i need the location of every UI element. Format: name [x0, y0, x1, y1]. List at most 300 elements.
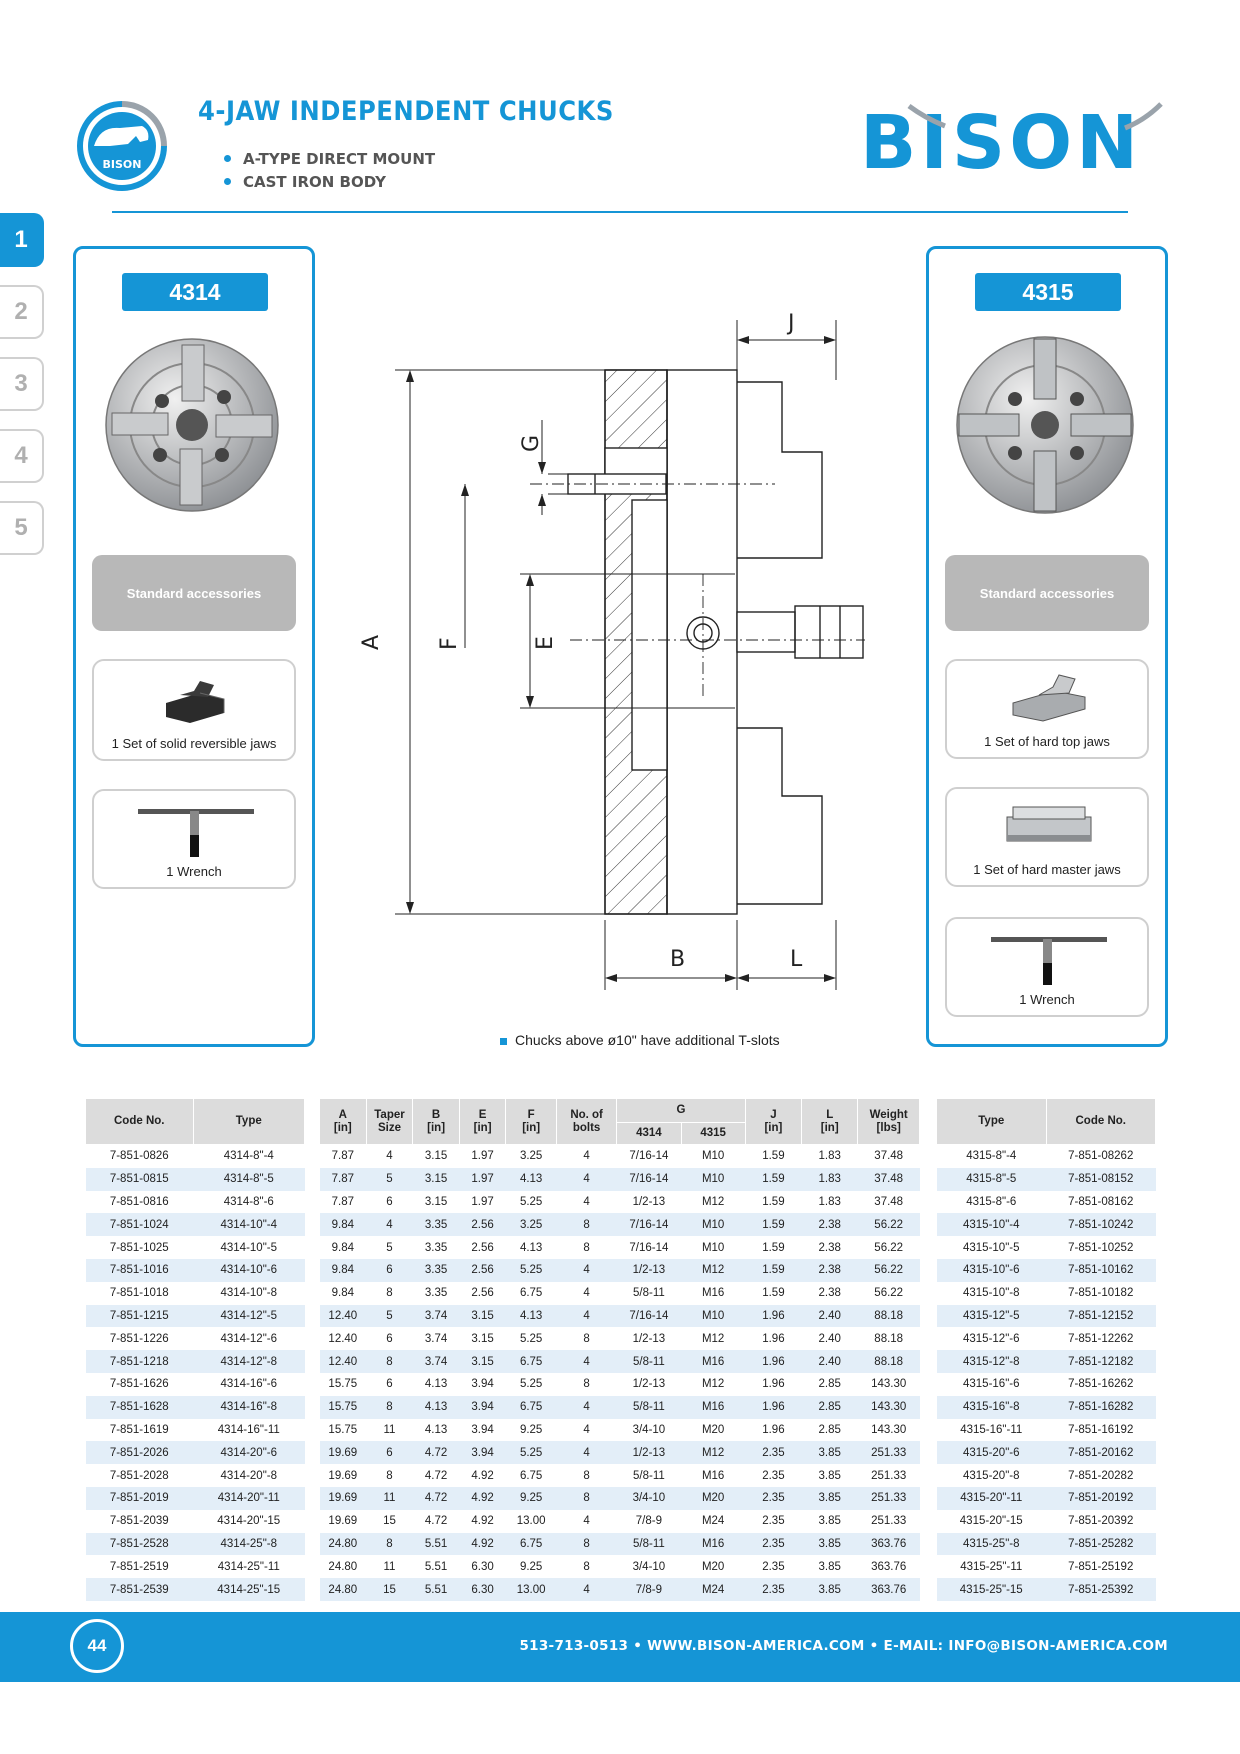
table-cell: 1/2-13: [632, 1332, 666, 1345]
table-cell: 5.51: [413, 1578, 460, 1601]
table-row: [320, 1555, 920, 1578]
table-cell: 3.35: [424, 1241, 448, 1254]
table-cell: 4314-20"-11: [193, 1487, 305, 1510]
table-cell: 37.48: [874, 1195, 904, 1208]
bison-logo: [70, 100, 174, 190]
table-cell: 3.85: [802, 1487, 858, 1510]
table-cell: 8: [583, 1332, 590, 1345]
table-cell: 1.96: [762, 1378, 785, 1391]
table-cell: 251.33: [871, 1515, 907, 1528]
table-cell: 4314-8"-6: [223, 1195, 274, 1208]
table-cell: 24.80: [320, 1578, 367, 1601]
model-badge-4314: 4314: [122, 273, 268, 311]
table-cell: 7-851-2019: [86, 1487, 194, 1510]
table-row: [937, 1282, 1156, 1305]
tab-2[interactable]: 2: [0, 285, 44, 339]
table-cell: 8: [366, 1350, 413, 1373]
col-header-j: J [in]: [745, 1099, 801, 1145]
table-row: [86, 1236, 305, 1259]
table-cell: 7-851-1025: [109, 1241, 169, 1254]
table-cell: 2.35: [745, 1487, 801, 1510]
technical-drawing: [359, 300, 890, 1000]
table-cell: 15.75: [328, 1423, 358, 1436]
col-header-g: G: [617, 1099, 745, 1123]
table-cell: 37.48: [858, 1168, 920, 1191]
table-cell: 1.96: [745, 1396, 801, 1419]
table-cell: 3.85: [802, 1441, 858, 1464]
table-row: [86, 1464, 305, 1487]
table-cell: 1.59: [762, 1150, 785, 1163]
table-row: [86, 1259, 305, 1282]
table-cell: 4314-10"-4: [193, 1213, 305, 1236]
table-row: [320, 1350, 920, 1373]
table-cell: 7-851-0826: [109, 1150, 169, 1163]
table-cell: 9.84: [320, 1259, 367, 1282]
tslot-note: Chucks above ø10" have additional T-slots: [500, 1032, 780, 1048]
table-cell: 1.97: [459, 1168, 506, 1191]
col-header-code: Code No.: [1046, 1099, 1156, 1145]
table-cell: 9.25: [506, 1487, 557, 1510]
table-cell: 3.85: [802, 1533, 858, 1556]
table-row: [86, 1145, 305, 1168]
table-cell: 7-851-10162: [1046, 1259, 1156, 1282]
table-cell: 1.96: [745, 1305, 801, 1328]
table-row: [937, 1441, 1156, 1464]
table-cell: 363.76: [858, 1533, 920, 1556]
table-row: [937, 1533, 1156, 1556]
table-cell: 4: [583, 1150, 590, 1163]
table-cell: 3/4-10: [632, 1423, 666, 1436]
table-cell: 7-851-20162: [1046, 1441, 1156, 1464]
accessory-card-hard-top-jaws: [945, 659, 1149, 759]
table-cell: 6.30: [471, 1560, 494, 1573]
table-cell: 13.00: [506, 1578, 557, 1601]
table-cell: 5.25: [519, 1195, 543, 1208]
table-cell: 4.92: [459, 1487, 506, 1510]
table-cell: 4.13: [506, 1168, 557, 1191]
table-row: [937, 1396, 1156, 1419]
table-cell: 7-851-2519: [109, 1560, 169, 1573]
table-row: [937, 1555, 1156, 1578]
table-cell: 7-851-20192: [1046, 1487, 1156, 1510]
brand-wordmark: BISON: [860, 100, 1143, 186]
table-cell: 4314-25"-8: [193, 1533, 305, 1556]
table-row: [937, 1236, 1156, 1259]
table-cell: 15: [366, 1578, 413, 1601]
table-row: [937, 1191, 1156, 1214]
table-cell: 6.75: [519, 1469, 543, 1482]
table-cell: 3.85: [818, 1515, 841, 1528]
table-cell: 3.74: [413, 1305, 460, 1328]
table-cell: 2.56: [471, 1241, 494, 1254]
accessory-card-solid-jaws: [92, 659, 296, 761]
table-cell: M20: [681, 1487, 745, 1510]
table-cell: 7/16-14: [629, 1241, 669, 1254]
table-cell: 7-851-1018: [109, 1287, 169, 1300]
table-row: [86, 1555, 305, 1578]
table-cell: 7-851-12152: [1046, 1305, 1156, 1328]
feature-item: CAST IRON BODY: [244, 171, 435, 194]
table-cell: 37.48: [874, 1150, 904, 1163]
table-cell: 5: [366, 1305, 413, 1328]
table-cell: 4315-12"-5: [937, 1305, 1047, 1328]
table-cell: 7-851-10242: [1046, 1213, 1156, 1236]
table-cell: M16: [701, 1287, 725, 1300]
dim-label-j: J: [788, 311, 795, 336]
table-cell: 7-851-0815: [86, 1168, 194, 1191]
table-cell: 4.72: [413, 1441, 460, 1464]
table-cell: 4314-16"-11: [217, 1423, 280, 1436]
col-header-e: E [in]: [459, 1099, 506, 1145]
table-cell: 2.40: [802, 1305, 858, 1328]
table-cell: 12.40: [320, 1305, 367, 1328]
table-cell: 2.56: [459, 1259, 506, 1282]
table-cell: 6: [386, 1378, 393, 1391]
table-cell: 7-851-1218: [86, 1350, 194, 1373]
table-row: [86, 1282, 305, 1305]
table-row: [86, 1510, 305, 1533]
table-row: [320, 1282, 920, 1305]
table-cell: 2.85: [818, 1378, 841, 1391]
table-cell: 5.25: [519, 1332, 543, 1345]
brand-horns-icon: [905, 98, 1165, 138]
table-row: [320, 1373, 920, 1396]
table-cell: 15.75: [320, 1396, 367, 1419]
table-cell: 2.35: [762, 1469, 785, 1482]
table-row: [937, 1373, 1156, 1396]
table-cell: 4314-8"-4: [223, 1150, 274, 1163]
table-cell: 4314-10"-5: [220, 1241, 277, 1254]
dim-label-l: L: [790, 947, 803, 972]
table-row: [86, 1213, 305, 1236]
col-header-a: A [in]: [320, 1099, 367, 1145]
tab-5[interactable]: 5: [0, 501, 44, 555]
table-cell: 6: [386, 1195, 393, 1208]
table-row: [86, 1396, 305, 1419]
table-cell: 7-851-16282: [1046, 1396, 1156, 1419]
table-row: [320, 1464, 920, 1487]
table-row: [86, 1419, 305, 1442]
table-cell: 4314-25"-11: [217, 1560, 280, 1573]
table-cell: 4: [583, 1515, 590, 1528]
table-row: [320, 1441, 920, 1464]
table-row: [86, 1373, 305, 1396]
table-cell: 4315-10"-4: [937, 1213, 1047, 1236]
table-row: [320, 1213, 920, 1236]
table-cell: 143.30: [871, 1423, 907, 1436]
table-cell: 4: [556, 1396, 616, 1419]
table-cell: 3.74: [424, 1332, 448, 1345]
table-row: [937, 1578, 1156, 1601]
table-cell: 3.94: [459, 1396, 506, 1419]
table-cell: 2.85: [802, 1396, 858, 1419]
table-cell: 3.94: [471, 1378, 494, 1391]
table-cell: 4314-16"-6: [220, 1378, 277, 1391]
table-cell: 4.13: [506, 1305, 557, 1328]
table-cell: 4: [556, 1305, 616, 1328]
table-cell: 1.59: [762, 1195, 785, 1208]
table-cell: 19.69: [328, 1515, 358, 1528]
table-cell: 12.40: [328, 1332, 358, 1345]
table-cell: 4314-20"-15: [217, 1515, 281, 1528]
table-cell: 6: [366, 1441, 413, 1464]
table-cell: 4315-12"-6: [962, 1332, 1020, 1345]
table-cell: 5.51: [413, 1533, 460, 1556]
table-cell: 2.56: [459, 1213, 506, 1236]
table-cell: 2.38: [818, 1241, 841, 1254]
table-cell: 7.87: [320, 1168, 367, 1191]
table-cell: M12: [701, 1332, 725, 1345]
chuck-4314-image: [94, 333, 294, 523]
table-cell: 3.85: [818, 1560, 841, 1573]
table-cell: 5.25: [506, 1441, 557, 1464]
table-cell: 251.33: [858, 1487, 920, 1510]
table-row: [320, 1510, 920, 1533]
col-header-f: F [in]: [506, 1099, 557, 1145]
table-row: [86, 1578, 305, 1601]
col-header-b: B [in]: [413, 1099, 460, 1145]
table-cell: 8: [366, 1396, 413, 1419]
table-cell: 5.51: [424, 1560, 448, 1573]
table-row: [86, 1327, 305, 1350]
table-cell: 8: [583, 1241, 590, 1254]
table-cell: M16: [681, 1396, 745, 1419]
table-cell: M12: [681, 1259, 745, 1282]
table-cell: 5/8-11: [617, 1533, 681, 1556]
table-row: [320, 1578, 920, 1601]
table-row: [320, 1259, 920, 1282]
table-cell: 4.72: [424, 1515, 448, 1528]
table-cell: M10: [681, 1168, 745, 1191]
table-cell: 7-851-10182: [1068, 1287, 1134, 1300]
table-row: [320, 1191, 920, 1214]
tab-1[interactable]: 1: [0, 213, 44, 267]
table-cell: 5/8-11: [633, 1287, 665, 1300]
table-cell: 15.75: [328, 1378, 358, 1391]
table-cell: 2.38: [818, 1287, 841, 1300]
accessories-heading: Standard accessories: [92, 555, 296, 631]
table-cell: 4315-10"-8: [962, 1287, 1020, 1300]
page-number: 44: [70, 1619, 124, 1673]
table-row: [320, 1487, 920, 1510]
dim-label-e: E: [533, 636, 558, 650]
table-cell: 1.96: [762, 1423, 785, 1436]
table-cell: 3.25: [519, 1150, 543, 1163]
table-cell: 2.35: [745, 1441, 801, 1464]
table-cell: 6.30: [459, 1578, 506, 1601]
feature-item: A-TYPE DIRECT MOUNT: [244, 148, 435, 171]
table-cell: 4: [556, 1168, 616, 1191]
table-cell: 4: [556, 1441, 616, 1464]
table-cell: 143.30: [858, 1396, 920, 1419]
table-cell: 8: [386, 1469, 393, 1482]
table-cell: 12.40: [320, 1350, 367, 1373]
table-cell: 4314-16"-8: [193, 1396, 305, 1419]
table-cell: 7-851-2026: [86, 1441, 194, 1464]
table-cell: 1.83: [818, 1150, 841, 1163]
table-cell: 251.33: [858, 1441, 920, 1464]
table-cell: 1/2-13: [632, 1195, 666, 1208]
table-cell: 1.96: [762, 1332, 785, 1345]
table-cell: 8: [386, 1287, 393, 1300]
product-panel-4314: [73, 246, 315, 1047]
table-cell: 7-851-25392: [1046, 1578, 1156, 1601]
table-cell: M10: [701, 1241, 725, 1254]
table-cell: 9.84: [331, 1287, 355, 1300]
spec-table-left: [85, 1098, 305, 1601]
table-cell: 7-851-2539: [86, 1578, 194, 1601]
col-header-g-4315: 4315: [681, 1123, 745, 1145]
table-cell: 1/2-13: [617, 1441, 681, 1464]
table-cell: 8: [583, 1560, 590, 1573]
table-cell: 6: [386, 1332, 393, 1345]
hard-master-jaws-icon: [1003, 801, 1095, 847]
tab-4[interactable]: 4: [0, 429, 44, 483]
table-row: [937, 1510, 1156, 1533]
table-cell: 363.76: [871, 1560, 907, 1573]
table-cell: M24: [681, 1578, 745, 1601]
accessory-label: 1 Wrench: [166, 864, 222, 879]
table-cell: 7-851-1024: [86, 1213, 194, 1236]
product-panel-4315: [926, 246, 1168, 1047]
table-cell: 4314-20"-8: [220, 1469, 277, 1482]
table-cell: 8: [556, 1213, 616, 1236]
table-cell: 13.00: [516, 1515, 546, 1528]
table-cell: 2.56: [471, 1287, 494, 1300]
table-cell: 4314-12"-6: [220, 1332, 277, 1345]
table-cell: M24: [701, 1515, 725, 1528]
table-row: [320, 1419, 920, 1442]
table-row: [320, 1327, 920, 1350]
table-row: [937, 1419, 1156, 1442]
table-cell: 4.13: [413, 1396, 460, 1419]
table-cell: 3.15: [471, 1332, 494, 1345]
table-cell: M16: [701, 1469, 725, 1482]
table-row: [320, 1396, 920, 1419]
table-cell: 6.75: [506, 1396, 557, 1419]
accessory-label: 1 Wrench: [1019, 992, 1075, 1007]
table-cell: 3/4-10: [617, 1487, 681, 1510]
table-cell: 3.74: [413, 1350, 460, 1373]
table-cell: 6.75: [506, 1533, 557, 1556]
table-cell: 6.75: [506, 1350, 557, 1373]
table-cell: 3.15: [459, 1350, 506, 1373]
table-row: [937, 1145, 1156, 1168]
table-cell: 1.83: [802, 1168, 858, 1191]
table-cell: 88.18: [858, 1305, 920, 1328]
table-cell: 24.80: [320, 1533, 367, 1556]
table-cell: 8: [583, 1469, 590, 1482]
model-badge-4315: 4315: [975, 273, 1121, 311]
logo-text: BISON: [102, 158, 142, 171]
chuck-4315-image: [945, 333, 1151, 523]
table-cell: 2.35: [745, 1533, 801, 1556]
accessory-card-wrench: [945, 917, 1149, 1017]
table-cell: 6: [366, 1259, 413, 1282]
table-cell: 88.18: [858, 1350, 920, 1373]
table-cell: 4315-8"-5: [937, 1168, 1047, 1191]
col-header-g-4314: 4314: [617, 1123, 681, 1145]
table-cell: 7.87: [331, 1150, 355, 1163]
table-cell: 3.94: [471, 1423, 494, 1436]
table-cell: 4.92: [459, 1533, 506, 1556]
dim-label-b: B: [670, 947, 686, 972]
table-cell: 9.25: [519, 1560, 543, 1573]
table-cell: 5: [386, 1241, 393, 1254]
table-cell: 5/8-11: [617, 1396, 681, 1419]
table-cell: 363.76: [858, 1578, 920, 1601]
table-cell: 5/8-11: [617, 1350, 681, 1373]
table-cell: 4314-25"-15: [193, 1578, 305, 1601]
table-cell: 4314-12"-5: [193, 1305, 305, 1328]
tab-3[interactable]: 3: [0, 357, 44, 411]
accessory-card-wrench: [92, 789, 296, 889]
table-cell: 4315-25"-8: [937, 1533, 1047, 1556]
hard-top-jaws-icon: [1009, 669, 1089, 725]
col-header-code: Code No.: [86, 1099, 194, 1145]
accessory-card-hard-master-jaws: [945, 787, 1149, 887]
col-header-type: Type: [937, 1099, 1047, 1145]
table-cell: 4315-16"-6: [962, 1378, 1020, 1391]
table-cell: 4.13: [424, 1378, 448, 1391]
table-cell: 7-851-08262: [1068, 1150, 1134, 1163]
table-cell: 7-851-12182: [1046, 1350, 1156, 1373]
table-cell: 4: [583, 1423, 590, 1436]
table-cell: M12: [681, 1441, 745, 1464]
table-row: [86, 1350, 305, 1373]
table-cell: 4315-16"-11: [960, 1423, 1023, 1436]
table-row: [320, 1168, 920, 1191]
dim-label-f: F: [437, 637, 462, 650]
table-cell: 4: [556, 1350, 616, 1373]
solid-jaws-icon: [160, 673, 230, 725]
table-cell: 4: [583, 1195, 590, 1208]
table-cell: 7-851-1628: [86, 1396, 194, 1419]
accessory-label: 1 Set of hard master jaws: [973, 862, 1121, 877]
table-cell: 7-851-20392: [1068, 1515, 1134, 1528]
table-cell: 7/16-14: [617, 1168, 681, 1191]
table-cell: 2.35: [745, 1578, 801, 1601]
table-row: [937, 1168, 1156, 1191]
table-cell: 7-851-16262: [1068, 1378, 1134, 1391]
table-cell: M10: [701, 1150, 725, 1163]
table-cell: 7-851-25282: [1046, 1533, 1156, 1556]
table-cell: 4315-12"-8: [937, 1350, 1047, 1373]
table-cell: 7.87: [331, 1195, 355, 1208]
table-cell: 4315-16"-8: [937, 1396, 1047, 1419]
table-cell: 7-851-1226: [109, 1332, 169, 1345]
table-row: [937, 1305, 1156, 1328]
table-cell: 7-851-12262: [1068, 1332, 1134, 1345]
table-cell: 11: [383, 1423, 396, 1436]
table-cell: 56.22: [874, 1241, 904, 1254]
table-cell: 4: [556, 1578, 616, 1601]
table-cell: 5/8-11: [633, 1469, 665, 1482]
table-cell: M16: [681, 1533, 745, 1556]
table-cell: 6.75: [519, 1287, 543, 1300]
table-row: [937, 1350, 1156, 1373]
table-cell: 2.38: [802, 1213, 858, 1236]
footer-contact: 513-713-0513 • WWW.BISON-AMERICA.COM • E-MAIL: INFO@BISON-AMERICA.COM: [519, 1638, 1168, 1654]
table-cell: 7-851-1626: [109, 1378, 169, 1391]
table-cell: 2.40: [818, 1332, 841, 1345]
accessory-label: 1 Set of solid reversible jaws: [111, 736, 277, 751]
table-cell: 2.38: [802, 1259, 858, 1282]
wrench-icon: [134, 805, 258, 861]
table-cell: 7/16-14: [629, 1150, 669, 1163]
table-row: [320, 1533, 920, 1556]
table-cell: 5.25: [506, 1259, 557, 1282]
